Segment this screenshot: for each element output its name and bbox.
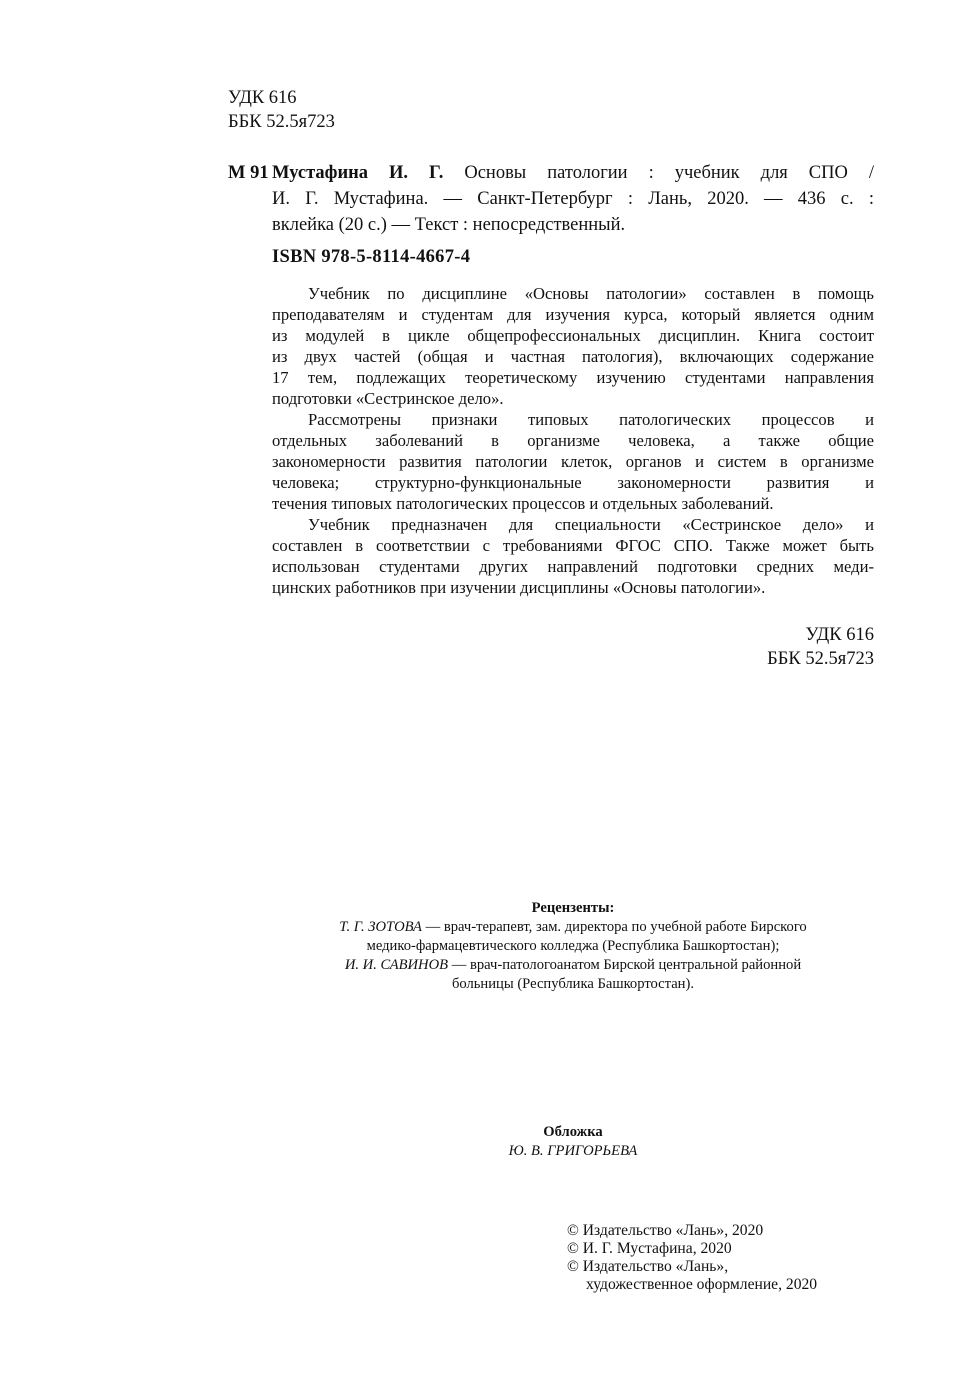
abstract-line: течения типовых патологических процессов и отдельных заболеваний. [272,494,774,513]
biblio-line-1 [272,160,874,186]
copyright-line: © Издательство «Лань», 2020 [567,1222,764,1239]
cover-heading: Обложка [543,1124,603,1140]
copyright-line: © Издательство «Лань», [567,1258,729,1275]
abstract [272,283,874,598]
abstract-line: 17 тем, подлежащих теоретическому изучению студентами направления [272,368,874,387]
cover-credit [272,1123,874,1161]
abstract-line: цинских работников при изучении дисциплины «Основы патологии». [272,578,766,597]
bibliographic-record [272,160,874,238]
reviewer-2-role: — врач-патологоанатом Бирской центральной районной [448,957,802,973]
abstract-line: подготовки «Сестринское дело». [272,389,504,408]
reviewers-heading: Рецензенты: [531,900,615,916]
udk-code: УДК 616 [228,88,297,108]
abstract-line: составлен в соответствии с требованиями ФГОС СПО. Также может быть [272,536,874,555]
copyright-notices [567,1222,817,1294]
classification-bottom [767,623,874,671]
udk-code: УДК 616 [805,625,874,645]
abstract-line: из двух частей (общая и частная патология), включающих содержание [272,347,874,366]
abstract-line: человека; структурно-функциональные закономерности развития и [272,473,874,492]
title-statement: Основы патологии : учебник для СПО / [443,163,874,183]
bbk-code: ББК 52.5я723 [767,649,874,669]
reviewer-1-name: Т. Г. ЗОТОВА [339,919,422,935]
abstract-line: использован студентами других направлений подготовки средних меди- [272,557,874,576]
cover-designer-name: Ю. В. ГРИГОРЬЕВА [508,1143,638,1159]
abstract-line: Рассмотрены признаки типовых патологических процессов и [308,410,874,429]
abstract-line: Учебник предназначен для специальности «Сестринское дело» и [308,515,874,534]
reviewer-2-name: И. И. САВИНОВ [344,957,449,973]
copyright-line: © И. Г. Мустафина, 2020 [567,1240,732,1257]
reviewers [272,899,874,994]
bbk-code: ББК 52.5я723 [228,112,335,132]
isbn: ISBN 978-5-8114-4667-4 [272,247,471,267]
classification-top [228,86,335,134]
cover-designer [272,1142,874,1161]
biblio-line-2: И. Г. Мустафина. — Санкт-Петербург : Лань, 2020. — 436 с. : [272,189,874,209]
author-name: Мустафина И. Г. [272,163,444,183]
reviewer-1-role: — врач-терапевт, зам. директора по учебной работе Бирского [421,919,807,935]
abstract-line: из модулей в цикле общепрофессиональных дисциплин. Книга состоит [272,326,874,345]
biblio-line-3: вклейка (20 с.) — Текст : непосредственный. [272,215,626,235]
reviewer-2-line-2: больницы (Республика Башкортостан). [451,976,695,992]
abstract-line: преподавателям и студентам для изучения курса, который является одним [272,305,874,324]
author-mark: М 91 [228,163,269,183]
reviewer-1-line-1 [272,918,874,937]
reviewer-1-line-2: медико-фармацевтического колледжа (Республика Башкортостан); [366,938,780,954]
reviewer-2-line-1 [272,956,874,975]
abstract-line: отдельных заболеваний в организме человека, а также общие [272,431,874,450]
abstract-line: Учебник по дисциплине «Основы патологии» составлен в помощь [308,284,874,303]
abstract-line: закономерности развития патологии клеток, органов и систем в организме [272,452,874,471]
copyright-line: художественное оформление, 2020 [586,1276,818,1293]
